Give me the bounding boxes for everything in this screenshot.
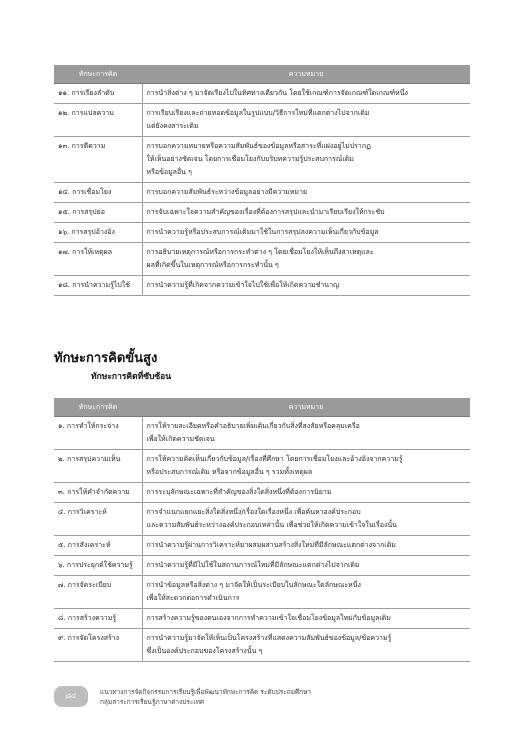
meaning-cell: การให้รายละเอียดหรือคำอธิบายเพิ่มเติมเกี่ยวกับสิ่งที่สงสัยหรือคลุมเครือ เพื่อให้เกิดความชัดเจน (142, 417, 470, 450)
table-row (54, 84, 470, 104)
skill-cell: ๘. การสร้างความรู้ (54, 609, 142, 629)
meaning-cell: การให้ความคิดเห็นเกี่ยวกับข้อมูล/เรื่องที่ศึกษา โดยการเชื่อมโยงและอ้างอิงจากความรู้ หรือประสบการณ์เดิม หรือจากข้อมูลอื่น ๆ รวมทั้งเหตุผล (142, 450, 470, 483)
skill-cell: ๑๒. การแปลความ (54, 104, 142, 137)
footer-subject-group: กลุ่มสาระการเรียนรู้ภาษาต่างประเทศ (100, 698, 204, 706)
meaning-cell: การอธิบายเหตุการณ์หรือการกระทำต่าง ๆ โดยเชื่อมโยงให้เห็นถึงสาเหตุและ ผลที่เกิดขึ้นในเหตุการณ์หรือการกระทำนั้น ๆ (142, 243, 470, 276)
skill-cell: ๑. การทำให้กระจ่าง (54, 417, 142, 450)
skill-cell: ๔. การวิเคราะห์ (54, 503, 142, 536)
meaning-cell: การสร้างความรู้ของตนเองจากการทำความเข้าใจเชื่อมโยงข้อมูลใหม่กับข้อมูลเดิม (142, 609, 470, 629)
skill-cell: ๑๑. การเรียงลำดับ (54, 84, 142, 104)
table-row (54, 137, 470, 183)
meaning-cell: การนำความรู้ที่มีไปใช้ในสถานการณ์ใหม่ที่มีลักษณะแตกต่างไปจากเดิม (142, 556, 470, 576)
table-row (54, 223, 470, 243)
skill-cell: ๕. การสังเคราะห์ (54, 536, 142, 556)
meaning-cell: การบอกความสัมพันธ์ระหว่างข้อมูลอย่างมีความหมาย (142, 183, 470, 203)
table-row (54, 417, 470, 450)
table-row (54, 104, 470, 137)
meaning-cell: การนำสิ่งต่าง ๆ มาจัดเรียงไปในทิศทางเดียวกัน โดยใช้เกณฑ์การจัดเกณฑ์ใดเกณฑ์หนึ่ง (142, 84, 470, 104)
skill-cell: ๑๕. การสรุปย่อ (54, 203, 142, 223)
skill-cell: ๖. การประยุกต์ใช้ความรู้ (54, 556, 142, 576)
complex-thinking-skills-table (54, 398, 470, 662)
skill-cell: ๑๘. การนำความรู้ไปใช้ (54, 276, 142, 296)
table-row (54, 536, 470, 556)
meaning-cell: การจำแนกแยกแยะสิ่งใดสิ่งหนึ่ง/เรื่องใดเรื่องหนึ่ง เพื่อค้นหาองค์ประกอบ และความสัมพันธ์ระหว่างองค์ประกอบเหล่านั้น เพื่อช่วยให้เกิดความเข้าใจในเรื่องนั้น (142, 503, 470, 536)
skill-cell: ๙. การจัดโครงสร้าง (54, 629, 142, 662)
column-header-meaning: ความหมาย (142, 398, 470, 417)
skill-cell: ๑๖. การสรุปอ้างอิง (54, 223, 142, 243)
skill-cell: ๗. การจัดระเบียบ (54, 576, 142, 609)
column-header-skill: ทักษะการคิด (54, 398, 142, 417)
meaning-cell: การนำความรู้หรือประสบการณ์เดิมมาใช้ในการสรุปลงความเห็นเกี่ยวกับข้อมูล (142, 223, 470, 243)
table-row (54, 556, 470, 576)
table-row (54, 483, 470, 503)
table-header-row (54, 65, 470, 84)
table-row (54, 609, 470, 629)
table-row (54, 450, 470, 483)
footer-book-title: แนวทางการจัดกิจกรรมการเรียนรู้เพื่อพัฒนาทักษะการคิด ระดับประถมศึกษา (100, 688, 311, 696)
skill-cell: ๓. การให้คำจำกัดความ (54, 483, 142, 503)
table-row (54, 243, 470, 276)
column-header-meaning: ความหมาย (142, 65, 470, 84)
meaning-cell: การเรียบเรียงและถ่ายทอดข้อมูลในรูปแบบ/วิธีการใหม่ที่แตกต่างไปจากเดิม แต่ยังคงสาระเดิม (142, 104, 470, 137)
meaning-cell: การนำข้อมูลหรือสิ่งต่าง ๆ มาจัดให้เป็นระเบียบในลักษณะใดลักษณะหนึ่ง เพื่อให้สะดวกต่อการดำเนินการ (142, 576, 470, 609)
table-row (54, 503, 470, 536)
table-row (54, 183, 470, 203)
meaning-cell: การระบุลักษณะเฉพาะที่สำคัญของสิ่งใดสิ่งหนึ่งที่ต้องการนิยาม (142, 483, 470, 503)
thinking-skills-table (54, 65, 470, 296)
meaning-cell: การจับเฉพาะใจความสำคัญของเรื่องที่ต้องการสรุปและนำมาเรียบเรียงให้กระชับ (142, 203, 470, 223)
skill-cell: ๒. การสรุปความเห็น (54, 450, 142, 483)
table-header-row (54, 398, 470, 417)
meaning-cell: การนำความรู้ผ่านการวิเคราะห์มาผสมผสานสร้างสิ่งใหม่ที่มีลักษณะแตกต่างจากเดิม (142, 536, 470, 556)
skill-cell: ๑๗. การให้เหตุผล (54, 243, 142, 276)
section-title: ทักษะการคิดขั้นสูง (54, 351, 158, 366)
table-row (54, 276, 470, 296)
skill-cell: ๑๓. การตีความ (54, 137, 142, 183)
page-number: ๘๔ (65, 692, 77, 700)
meaning-cell: การนำความรู้ที่เกิดจากความเข้าใจไปใช้เพื่อให้เกิดความชำนาญ (142, 276, 470, 296)
page-footer (100, 687, 311, 707)
section-subtitle: ทักษะการคิดที่ซับซ้อน (91, 372, 172, 382)
table-row (54, 203, 470, 223)
table-row (54, 576, 470, 609)
page-number-badge (54, 686, 88, 707)
meaning-cell: การบอกความหมายหรือความสัมพันธ์ของข้อมูลหรือสาระที่แฝงอยู่ไม่ปรากฏ ให้เห็นอย่างชัดเจน โดยการเชื่อมโยงกับบริบทความรู้ประสบการณ์เดิม หรือข้อมูลอื่น ๆ (142, 137, 470, 183)
table-row (54, 629, 470, 662)
meaning-cell: การนำความรู้มาจัดให้เห็นเป็นโครงสร้างที่แสดงความสัมพันธ์ของข้อมูล/ข้อความรู้ ซึ่งเป็นองค์ประกอบของโครงสร้างนั้น ๆ (142, 629, 470, 662)
column-header-skill: ทักษะการคิด (54, 65, 142, 84)
skill-cell: ๑๔. การเชื่อมโยง (54, 183, 142, 203)
